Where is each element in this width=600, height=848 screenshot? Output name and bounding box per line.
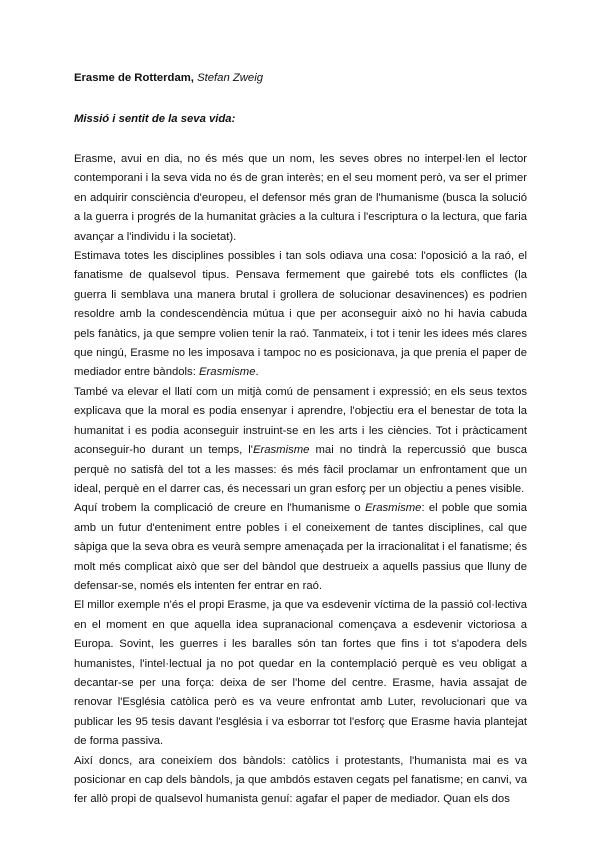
paragraph-text: : el poble que somia amb un futur d'enteniment entre pobles i el coneixement de tantes disciplines, cal que sàpiga que la seva obra es veurà sempre amenaçada per la irracionalitat i el fanatisme; és molt més complicat això que ser del bàndol que destrueix a aquells passius que lluny de defensar-se, només els intenten fer entrar en raó. xyxy=(74,502,528,592)
paragraph-text: . xyxy=(255,366,259,379)
paragraph xyxy=(74,247,527,383)
paragraph xyxy=(74,499,527,596)
italic-term: Erasmisme xyxy=(198,366,256,379)
paragraph xyxy=(74,383,527,499)
paragraph-text: Aquí trobem la complicació de creure en l'humanisme o xyxy=(74,502,365,515)
document-body xyxy=(74,69,527,810)
italic-term: Erasmisme xyxy=(364,502,422,515)
italic-term: Erasmisme xyxy=(252,444,310,457)
paragraph-text: Erasme, avui en dia, no és més que un nom, les seves obres no interpel·len el lector contemporani i la seva vida no és de gran interès; en el seu moment però, va ser el primer en adquirir consciència d'europeu, el defensor més gran de l'humanisme (busca la solució a la guerra i progrés de la humanitat gràcies a la cultura i l'escriptura o la lectura, que faria avançar a l'individu i la societat). xyxy=(74,153,527,243)
document-title xyxy=(74,69,527,89)
section-heading: Missió i sentit de la seva vida: xyxy=(74,113,236,125)
paragraphs xyxy=(74,150,527,810)
paragraph-text: També va elevar el llatí com un mitjà comú de pensament i expressió; en els seus textos explicava que la moral es podia ensenyar i aprendre, l'objectiu era el benestar de tota la humanitat i es podia aconseguir instruint-se en les arts i les ciències. Tot i pràcticament aconseguir-ho durant un temps, l' xyxy=(74,385,527,457)
book-author: Stefan Zweig xyxy=(197,72,263,84)
book-title: Erasme de Rotterdam, xyxy=(74,72,194,84)
paragraph-text: El millor exemple n'és el propi Erasme, ja que va esdevenir víctima de la passió col·lectiva en el moment en que aquella idea supranacional començava a esdevenir victoriosa a Europa. Sovint, les guerres i les baralles són tan fortes que fins i tot s'apodera dels humanistes, l'intel·lectual ja no pot quedar en la contemplació perquè es veu obligat a decantar-se per una força: deixa de ser l'home del centre. Erasme, havia assajat de renovar l'Església catòlica però es va veure enfrontat amb Luter, revolucionari que va publicar les 95 tesis davant l'església i va esborrar tot l'esforç que Erasme havia plantejat de forma passiva. xyxy=(74,599,527,748)
paragraph-text: Així doncs, ara coneixíem dos bàndols: catòlics i protestants, l'humanista mai es va posicionar en cap dels bàndols, ja que ambdós estaven cegats pel fanatisme; en canvi, va fer allò propi de qualsevol humanista genuí: agafar el paper de mediador. Quan els dos xyxy=(74,754,527,806)
paragraph xyxy=(74,596,527,751)
paragraph xyxy=(74,150,527,247)
paragraph xyxy=(74,752,527,810)
paragraph-text: mai no tindrà la repercussió que busca perquè no satisfà del tot a les masses: és més fàcil proclamar un enfrontament que un ideal, perquè en el darrer cas, és necessari un gran esforç per un objectiu a penes visible. xyxy=(74,444,527,495)
paragraph-text: Estimava totes les disciplines possibles i tan sols odiava una cosa: l'oposició a la raó, el fanatisme de qualsevol tipus. Pensava fermement que gairebé tots els conflictes (la guerra li semblava una manera brutal i grollera de solucionar desavinences) es podrien resoldre amb la condescendència mútua i que per aconseguir això no hi havia cabuda pels fanàtics, ja que sempre volien tenir la raó. Tanmateix, i tot i tenir les idees més clares que ningú, Erasme no les imposava i tampoc no es posicionava, ja que prenia el paper de mediador entre bàndols: xyxy=(74,250,527,379)
